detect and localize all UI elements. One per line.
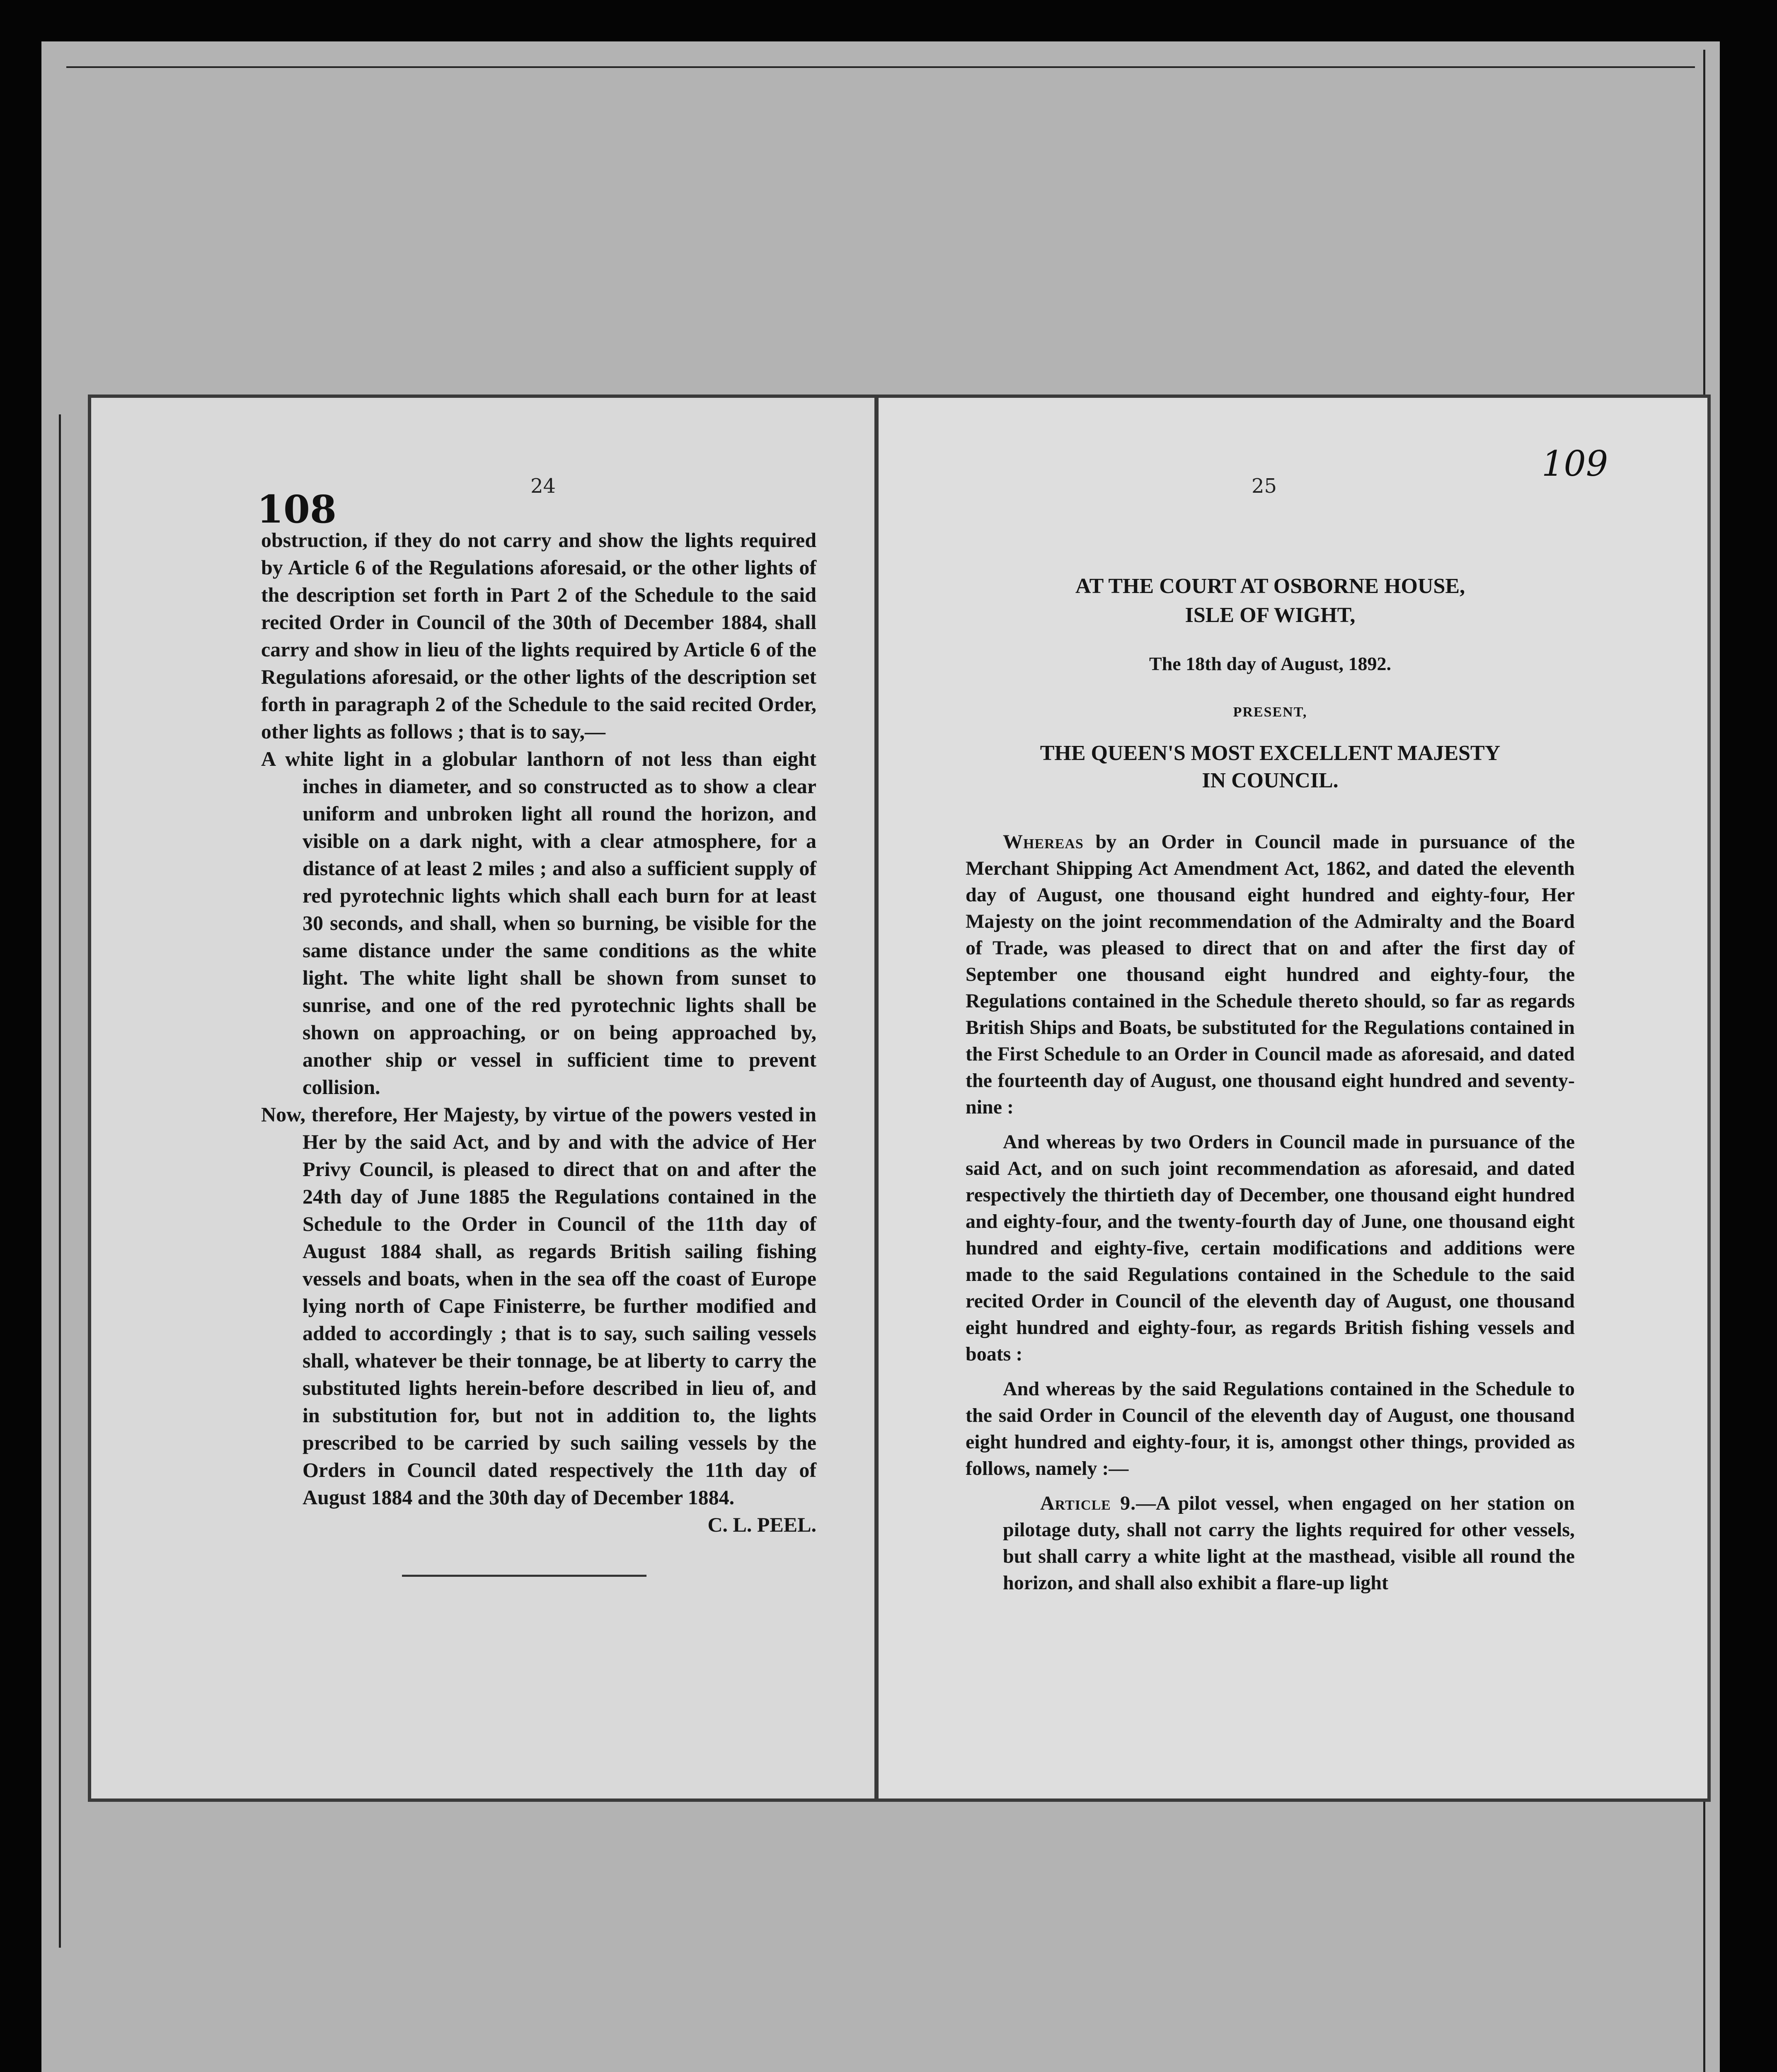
right-page-body bbox=[966, 829, 1575, 1596]
paragraph-text: —A pilot vessel, when engaged on her station on pilotage duty, shall not carry the lights required for other vessels, but shall carry a white light at the masthead, visible all round the horizon, and shall also exhibit a flare-up light bbox=[1003, 1492, 1575, 1594]
paragraph: And whereas by two Orders in Council made in pursuance of the said Act, and on such joint recommendation as aforesaid, and dated respectively the thirtieth day of December, one thousand eight hundred and eighty-four, and the twenty-fourth day of June, one thousand eight hundred and eighty-five, certain modifications and additions were made to the said Regulations contained in the Schedule to the said recited Order in Council of the eleventh day of August, one thousand eight hundred and eighty-four, as regards British fishing vessels and boats : bbox=[966, 1131, 1575, 1365]
present-label: PRESENT, bbox=[1233, 704, 1307, 720]
signature: C. L. PEEL. bbox=[707, 1513, 816, 1536]
heading-line: THE QUEEN'S MOST EXCELLENT MAJESTY bbox=[1040, 741, 1501, 765]
open-book bbox=[91, 398, 1716, 1815]
left-page-body bbox=[261, 526, 816, 1538]
archive-page-number: 109 bbox=[1542, 443, 1608, 484]
printed-page-number: 25 bbox=[1252, 474, 1277, 498]
article-lead: Article 9. bbox=[1040, 1492, 1136, 1514]
article-paragraph bbox=[966, 1490, 1575, 1596]
heading-line: IN COUNCIL. bbox=[1202, 769, 1339, 792]
whereas-lead: Whereas bbox=[1003, 831, 1084, 853]
printed-page-number: 24 bbox=[530, 474, 556, 498]
archive-page-number: 108 bbox=[257, 487, 337, 532]
court-heading bbox=[966, 572, 1575, 630]
heading-line: ISLE OF WIGHT, bbox=[1185, 603, 1356, 627]
paragraph: obstruction, if they do not carry and show the lights required by Article 6 of the Regulations aforesaid, or the other lights of the description set forth in Part 2 of the Schedule to the said recited Order in Council of the 30th of December 1884, shall carry and show in lieu of the lights required by Article 6 of the Regulations aforesaid, or the other lights of the description set forth in paragraph 2 of the Schedule to the said recited Order, other lights as follows ; that is to say,— bbox=[261, 528, 816, 743]
paragraph: And whereas by the said Regulations contained in the Schedule to the said Order in Council of the eleventh day of August, one thousand eight hundred and eighty-four, it is, amongst other things, provided as follows, namely :— bbox=[966, 1378, 1575, 1479]
left-page bbox=[91, 398, 874, 1798]
right-page bbox=[879, 398, 1707, 1798]
frame-left-rule bbox=[59, 414, 61, 1948]
paragraph-text: by an Order in Council made in pursuance of the Merchant Shipping Act Amendment Act, 1862, and dated the eleventh day of August, one thousand eight hundred and eighty-four, Her Majesty on the joint recommendation of the Admiralty and the Board of Trade, was pleased to direct that on and after the first day of September one thousand eight hundred and eighty-four, the Regulations contained in the Schedule thereto should, so far as regards British Ships and Boats, be substituted for the Regulations contained in the First Schedule to an Order in Council made as aforesaid, and dated the fourteenth day of August, one thousand eight hundred and seventy-nine : bbox=[966, 831, 1575, 1118]
paragraph: A white light in a globular lanthorn of not less than eight inches in diameter, and so constructed as to show a clear uniform and unbroken light all round the horizon, and visible on a dark night, with a clear atmosphere, for a distance of at least 2 miles ; and also a sufficient supply of red pyrotechnic lights which shall each burn for at least 30 seconds, and shall, when so burning, be visible for the same distance under the same conditions as the white light. The white light shall be shown from sunset to sunrise, and one of the red pyrotechnic lights shall be shown on approaching, or on being approached by, another ship or vessel in sufficient time to prevent collision. bbox=[261, 747, 816, 1099]
frame-top-rule bbox=[66, 66, 1695, 68]
heading-line: AT THE COURT AT OSBORNE HOUSE, bbox=[1075, 574, 1465, 598]
paragraph bbox=[966, 829, 1575, 1121]
date-line: The 18th day of August, 1892. bbox=[1149, 653, 1392, 674]
majesty-heading bbox=[966, 740, 1575, 794]
closing-rule bbox=[402, 1575, 646, 1577]
paragraph: Now, therefore, Her Majesty, by virtue of the powers vested in Her by the said Act, and by and with the advice of Her Privy Council, is pleased to direct that on and after the 24th day of June 1885 the Regulations contained in the Schedule to the Order in Council of the 11th day of August 1884 shall, as regards British sailing fishing vessels and boats, when in the sea off the coast of Europe lying north of Cape Finisterre, be further modified and added to accordingly ; that is to say, such sailing vessels shall, whatever be their tonnage, be at liberty to carry the substituted lights herein-before described in lieu of, and in substitution for, but not in addition to, the lights prescribed to be carried by such sailing vessels by the Orders in Council dated respectively the 11th day of August 1884 and the 30th day of December 1884. bbox=[261, 1103, 816, 1509]
